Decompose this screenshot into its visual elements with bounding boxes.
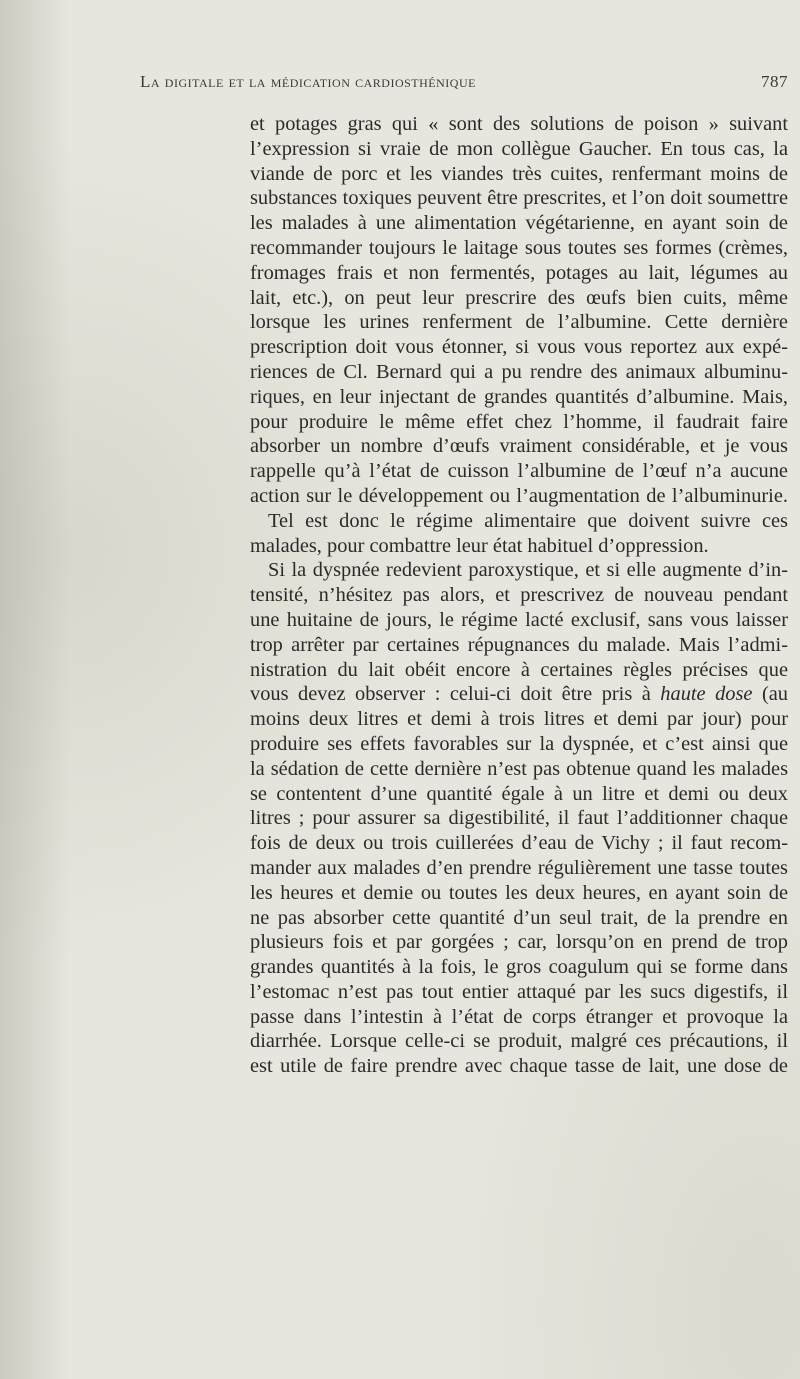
text-line: et potages gras qui « sont des solutions de poison » suivant [250, 113, 788, 135]
text-line: fromages frais et non fermentés, potages au lait, légumes au [250, 261, 788, 284]
text-line: les malades à une alimentation végétarienne, en ayant soin de [250, 212, 788, 235]
running-head-title: La digitale et la médication cardiosthénique [140, 72, 476, 91]
text-line: passe dans l’intestin à l’état de corps étranger et provoque la [250, 1005, 788, 1028]
text-line: est utile de faire prendre avec chaque tasse de lait, une dose de [250, 1055, 788, 1078]
text-line: une huitaine de jours, le régime lacté exclusif, sans vous laisser [250, 608, 788, 631]
emphasis-haute-dose: haute dose [660, 683, 753, 706]
text-segment: (au [761, 683, 788, 706]
text-line: riques, en leur injectant de grandes quantités d’albumine. Mais, [250, 385, 788, 408]
text-line: lorsque les urines renferment de l’albumine. Cette dernière [250, 311, 788, 334]
page-number: 787 [761, 72, 788, 91]
text-line: lait, etc.), on peut leur prescrire des œufs bien cuits, même [250, 286, 788, 309]
text-line: riences de Cl. Bernard qui a pu rendre des animaux albuminu- [250, 360, 788, 383]
text-line: la sédation de cette dernière n’est pas obtenue quand les malades [250, 757, 788, 780]
text-line: diarrhée. Lorsque celle-ci se produit, malgré ces précautions, il [250, 1030, 788, 1053]
text-line: Si la dyspnée redevient paroxystique, et si elle augmente d’in- [268, 559, 788, 582]
text-line: substances toxiques peuvent être prescrites, et l’on doit soumettre [250, 187, 788, 210]
text-line: mander aux malades d’en prendre régulièrement une tasse toutes [250, 856, 788, 879]
text-line: action sur le développement ou l’augmentation de l’albuminurie. [250, 484, 788, 507]
text-segment: vous devez observer : celui-ci doit être pris à [250, 683, 651, 706]
text-line: ne pas absorber cette quantité d’un seul trait, de la prendre en [250, 906, 788, 929]
running-head [120, 72, 788, 96]
text-line: produire ses effets favorables sur la dyspnée, et c’est ainsi que [250, 732, 788, 755]
text-line: l’expression si vraie de mon collègue Gaucher. En tous cas, la [250, 137, 788, 160]
text-line: Tel est donc le régime alimentaire que doivent suivre ces [268, 509, 788, 532]
text-line: se contentent d’une quantité égale à un litre et demi ou deux [250, 782, 788, 805]
text-line: les heures et demie ou toutes les deux heures, en ayant soin de [250, 881, 788, 904]
text-line: viande de porc et les viandes très cuites, renfermant moins de [250, 162, 788, 185]
text-line: moins deux litres et demi à trois litres et demi par jour) pour [250, 708, 788, 731]
text-line: fois de deux ou trois cuillerées d’eau de Vichy ; il faut recom- [250, 832, 788, 855]
text-line: absorber un nombre d’œufs vraiment considérable, et je vous [250, 435, 788, 458]
body-text [250, 112, 788, 1079]
text-line: recommander toujours le laitage sous toutes ses formes (crèmes, [250, 236, 788, 259]
text-line: rappelle qu’à l’état de cuisson l’albumine de l’œuf n’a aucune [250, 460, 788, 483]
text-line: plusieurs fois et par gorgées ; car, lorsqu’on en prend de trop [250, 931, 788, 954]
text-line: pour produire le même effet chez l’homme, il faudrait faire [250, 410, 788, 433]
text-line: prescription doit vous étonner, si vous vous reportez aux expé- [250, 336, 788, 359]
text-line: malades, pour combattre leur état habituel d’oppression. [250, 534, 709, 557]
text-line: l’estomac n’est pas tout entier attaqué par les sucs digestifs, il [250, 980, 788, 1003]
text-line: tensité, n’hésitez pas alors, et prescrivez de nouveau pendant [250, 584, 788, 607]
text-line: nistration du lait obéit encore à certaines règles précises que [250, 658, 788, 681]
text-line: trop arrêter par certaines répugnances du malade. Mais l’admi- [250, 633, 788, 656]
text-line: litres ; pour assurer sa digestibilité, il faut l’additionner chaque [250, 807, 788, 830]
text-line: grandes quantités à la fois, le gros coagulum qui se forme dans [250, 956, 788, 979]
text-line-with-emphasis [250, 682, 788, 707]
